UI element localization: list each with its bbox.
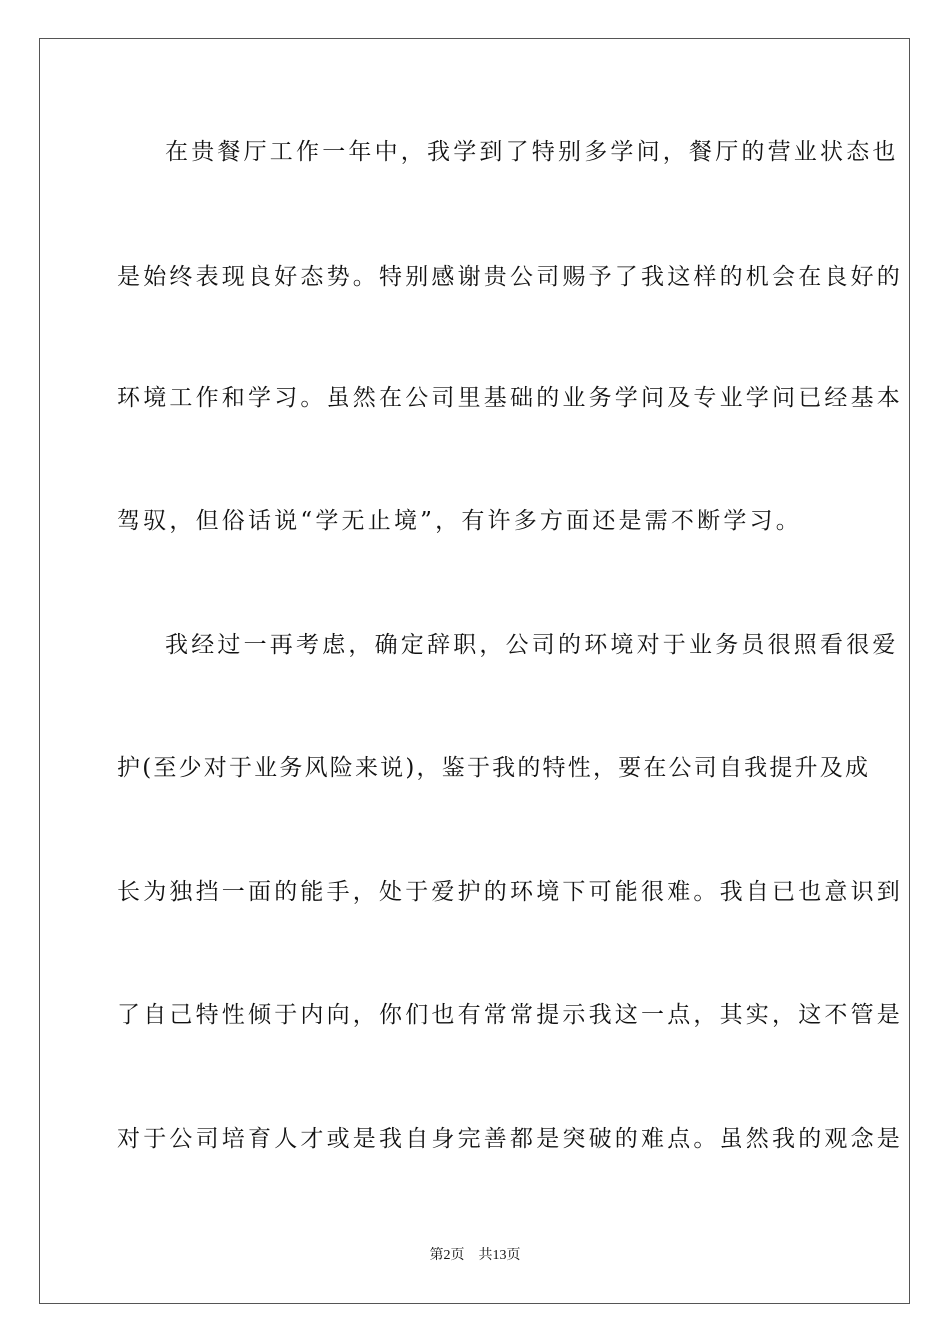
- paragraph-2-line-3: 长为独挡一面的能手，处于爱护的环境下可能很难。我自已也意识到: [117, 879, 903, 905]
- paragraph-2-line-4: 了自己特性倾于内向，你们也有常常提示我这一点，其实，这不管是: [117, 1002, 903, 1028]
- page-border: [39, 38, 910, 1304]
- paragraph-2-line-5: 对于公司培育人才或是我自身完善都是突破的难点。虽然我的观念是: [117, 1126, 903, 1152]
- paragraph-2-line-2: 护(至少对于业务风险来说)，鉴于我的特性，要在公司自我提升及成: [117, 755, 871, 781]
- paragraph-2-line-1: 我经过一再考虑，确定辞职，公司的环境对于业务员很照看很爱: [165, 632, 899, 658]
- total-pages: 共13页: [478, 1248, 521, 1263]
- paragraph-1-line-4: 驾驭，但俗话说“学无止境”，有许多方面还是需不断学习。: [117, 508, 802, 534]
- paragraph-1-line-3: 环境工作和学习。虽然在公司里基础的业务学问及专业学问已经基本: [117, 385, 903, 411]
- paragraph-1-line-2: 是始终表现良好态势。特别感谢贵公司赐予了我这样的机会在良好的: [117, 264, 903, 290]
- paragraph-1-line-1: 在贵餐厅工作一年中，我学到了特别多学问，餐厅的营业状态也: [165, 139, 899, 165]
- page-number: 第2页: [429, 1248, 465, 1263]
- page-footer: [0, 1247, 950, 1265]
